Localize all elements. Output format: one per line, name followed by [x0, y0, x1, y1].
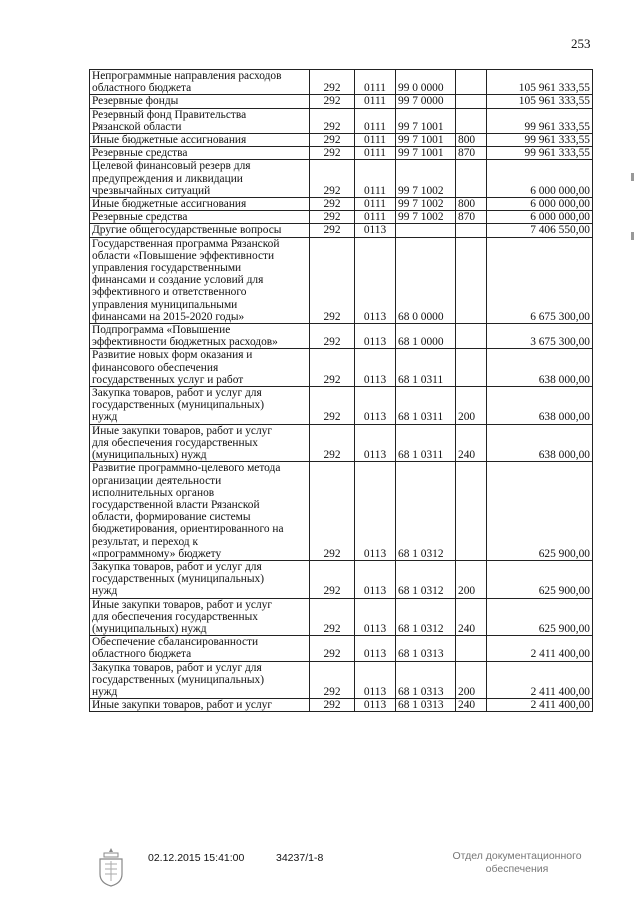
row-name-cell: Иные закупки товаров, работ и услуг для обеспечения государственных (муниципальных) нужд: [90, 598, 310, 636]
budget-table-body: [90, 70, 593, 712]
row-target-article-cell: 68 1 0313: [396, 699, 456, 712]
row-expense-type-cell: [456, 349, 487, 387]
row-section-cell: 0111: [355, 95, 396, 108]
budget-table: [89, 69, 593, 712]
row-name-cell: Резервный фонд Правительства Рязанской области: [90, 108, 310, 133]
row-grbs-cell: 292: [310, 424, 355, 462]
row-section-cell: 0113: [355, 324, 396, 349]
row-expense-type-cell: 800: [456, 198, 487, 211]
row-sum-cell: 7 406 550,00: [487, 224, 593, 237]
row-sum-cell: 105 961 333,55: [487, 95, 593, 108]
page-number: 253: [571, 36, 591, 51]
row-section-cell: 0111: [355, 160, 396, 198]
row-grbs-cell: 292: [310, 636, 355, 661]
table-row: [90, 661, 593, 699]
row-name-cell: Другие общегосударственные вопросы: [90, 224, 310, 237]
row-sum-cell: 625 900,00: [487, 560, 593, 598]
table-row: [90, 387, 593, 425]
row-expense-type-cell: [456, 324, 487, 349]
row-target-article-cell: 99 7 1002: [396, 211, 456, 224]
row-target-article-cell: 99 7 0000: [396, 95, 456, 108]
row-name-cell: Развитие программно-целевого метода организации деятельности исполнительных органов государственной власти Рязанской области, формирование системы бюджетирования, ориентированного на результат, и переход к «программному» бюджету: [90, 462, 310, 561]
row-grbs-cell: 292: [310, 699, 355, 712]
row-sum-cell: 6 000 000,00: [487, 160, 593, 198]
table-row: [90, 224, 593, 237]
coat-of-arms-icon: [95, 846, 127, 888]
row-expense-type-cell: [456, 160, 487, 198]
table-row: [90, 211, 593, 224]
row-grbs-cell: 292: [310, 598, 355, 636]
row-expense-type-cell: [456, 70, 487, 95]
row-sum-cell: 2 411 400,00: [487, 699, 593, 712]
row-grbs-cell: 292: [310, 95, 355, 108]
row-grbs-cell: 292: [310, 198, 355, 211]
row-sum-cell: 638 000,00: [487, 424, 593, 462]
row-expense-type-cell: 200: [456, 560, 487, 598]
footer-department-stamp: [442, 850, 592, 876]
row-sum-cell: 105 961 333,55: [487, 70, 593, 95]
row-sum-cell: 2 411 400,00: [487, 661, 593, 699]
table-row: [90, 108, 593, 133]
row-name-cell: Государственная программа Рязанской области «Повышение эффективности управления государственными финансами и создание условий для эффективного и ответственного управления муниципальными финансами на 2015-2020 годы»: [90, 237, 310, 323]
row-expense-type-cell: 240: [456, 699, 487, 712]
row-expense-type-cell: [456, 108, 487, 133]
row-expense-type-cell: [456, 462, 487, 561]
row-section-cell: 0111: [355, 108, 396, 133]
row-section-cell: 0113: [355, 224, 396, 237]
row-name-cell: Закупка товаров, работ и услуг для государственных (муниципальных) нужд: [90, 560, 310, 598]
table-row: [90, 462, 593, 561]
row-section-cell: 0113: [355, 349, 396, 387]
row-sum-cell: 99 961 333,55: [487, 134, 593, 147]
row-name-cell: Обеспечение сбалансированности областного бюджета: [90, 636, 310, 661]
row-name-cell: Закупка товаров, работ и услуг для государственных (муниципальных) нужд: [90, 387, 310, 425]
table-row: [90, 160, 593, 198]
scan-edge-mark: [631, 173, 634, 181]
row-section-cell: 0111: [355, 147, 396, 160]
row-sum-cell: 3 675 300,00: [487, 324, 593, 349]
row-expense-type-cell: 200: [456, 661, 487, 699]
row-target-article-cell: 99 7 1002: [396, 160, 456, 198]
row-name-cell: Иные бюджетные ассигнования: [90, 198, 310, 211]
row-name-cell: Закупка товаров, работ и услуг для государственных (муниципальных) нужд: [90, 661, 310, 699]
row-grbs-cell: 292: [310, 224, 355, 237]
row-name-cell: Непрограммные направления расходов областного бюджета: [90, 70, 310, 95]
row-name-cell: Развитие новых форм оказания и финансового обеспечения государственных услуг и работ: [90, 349, 310, 387]
table-row: [90, 699, 593, 712]
row-name-cell: Иные закупки товаров, работ и услуг для обеспечения государственных (муниципальных) нужд: [90, 424, 310, 462]
row-section-cell: 0113: [355, 424, 396, 462]
row-sum-cell: 6 000 000,00: [487, 211, 593, 224]
row-target-article-cell: [396, 224, 456, 237]
row-target-article-cell: 99 0 0000: [396, 70, 456, 95]
row-sum-cell: 625 900,00: [487, 598, 593, 636]
row-target-article-cell: 68 1 0312: [396, 598, 456, 636]
row-grbs-cell: 292: [310, 349, 355, 387]
table-row: [90, 424, 593, 462]
footer-timestamp: 02.12.2015 15:41:00: [148, 852, 245, 864]
table-row: [90, 636, 593, 661]
row-section-cell: 0113: [355, 560, 396, 598]
row-grbs-cell: 292: [310, 134, 355, 147]
row-grbs-cell: 292: [310, 211, 355, 224]
row-name-cell: Подпрограмма «Повышение эффективности бюджетных расходов»: [90, 324, 310, 349]
department-text: Отдел документационного обеспечения: [452, 850, 582, 875]
row-expense-type-cell: 240: [456, 424, 487, 462]
table-row: [90, 349, 593, 387]
table-row: [90, 598, 593, 636]
row-grbs-cell: 292: [310, 462, 355, 561]
row-name-cell: Целевой финансовый резерв для предупреждения и ликвидации чрезвычайных ситуаций: [90, 160, 310, 198]
row-sum-cell: 99 961 333,55: [487, 108, 593, 133]
row-target-article-cell: 99 7 1001: [396, 147, 456, 160]
row-sum-cell: 625 900,00: [487, 462, 593, 561]
row-target-article-cell: 68 1 0311: [396, 387, 456, 425]
table-row: [90, 198, 593, 211]
row-name-cell: Иные закупки товаров, работ и услуг: [90, 699, 310, 712]
row-section-cell: 0111: [355, 70, 396, 95]
row-section-cell: 0113: [355, 661, 396, 699]
row-grbs-cell: 292: [310, 70, 355, 95]
row-target-article-cell: 68 1 0313: [396, 636, 456, 661]
table-row: [90, 147, 593, 160]
row-expense-type-cell: 240: [456, 598, 487, 636]
row-expense-type-cell: 870: [456, 211, 487, 224]
table-row: [90, 560, 593, 598]
footer-doc-code: 34237/1-8: [276, 852, 324, 864]
row-sum-cell: 638 000,00: [487, 349, 593, 387]
row-name-cell: Резервные фонды: [90, 95, 310, 108]
row-grbs-cell: 292: [310, 147, 355, 160]
row-target-article-cell: 99 7 1001: [396, 108, 456, 133]
row-expense-type-cell: [456, 237, 487, 323]
row-name-cell: Резервные средства: [90, 147, 310, 160]
row-section-cell: 0113: [355, 462, 396, 561]
row-target-article-cell: 68 1 0313: [396, 661, 456, 699]
row-expense-type-cell: 870: [456, 147, 487, 160]
row-expense-type-cell: [456, 95, 487, 108]
row-section-cell: 0111: [355, 134, 396, 147]
row-sum-cell: 6 675 300,00: [487, 237, 593, 323]
row-grbs-cell: 292: [310, 160, 355, 198]
row-grbs-cell: 292: [310, 237, 355, 323]
row-target-article-cell: 68 1 0311: [396, 349, 456, 387]
table-row: [90, 134, 593, 147]
row-section-cell: 0113: [355, 699, 396, 712]
row-section-cell: 0113: [355, 387, 396, 425]
row-grbs-cell: 292: [310, 387, 355, 425]
row-sum-cell: 99 961 333,55: [487, 147, 593, 160]
table-row: [90, 237, 593, 323]
row-grbs-cell: 292: [310, 661, 355, 699]
row-section-cell: 0111: [355, 198, 396, 211]
row-section-cell: 0111: [355, 211, 396, 224]
row-target-article-cell: 99 7 1002: [396, 198, 456, 211]
row-name-cell: Иные бюджетные ассигнования: [90, 134, 310, 147]
row-expense-type-cell: [456, 224, 487, 237]
row-grbs-cell: 292: [310, 108, 355, 133]
row-section-cell: 0113: [355, 237, 396, 323]
row-target-article-cell: 68 0 0000: [396, 237, 456, 323]
table-row: [90, 70, 593, 95]
row-grbs-cell: 292: [310, 560, 355, 598]
row-section-cell: 0113: [355, 636, 396, 661]
table-row: [90, 95, 593, 108]
row-target-article-cell: 99 7 1001: [396, 134, 456, 147]
row-sum-cell: 638 000,00: [487, 387, 593, 425]
table-row: [90, 324, 593, 349]
row-sum-cell: 6 000 000,00: [487, 198, 593, 211]
row-target-article-cell: 68 1 0312: [396, 560, 456, 598]
row-expense-type-cell: 800: [456, 134, 487, 147]
row-name-cell: Резервные средства: [90, 211, 310, 224]
row-target-article-cell: 68 1 0312: [396, 462, 456, 561]
scan-edge-mark: [631, 232, 634, 240]
row-target-article-cell: 68 1 0000: [396, 324, 456, 349]
row-expense-type-cell: [456, 636, 487, 661]
row-section-cell: 0113: [355, 598, 396, 636]
row-expense-type-cell: 200: [456, 387, 487, 425]
row-sum-cell: 2 411 400,00: [487, 636, 593, 661]
row-target-article-cell: 68 1 0311: [396, 424, 456, 462]
row-grbs-cell: 292: [310, 324, 355, 349]
